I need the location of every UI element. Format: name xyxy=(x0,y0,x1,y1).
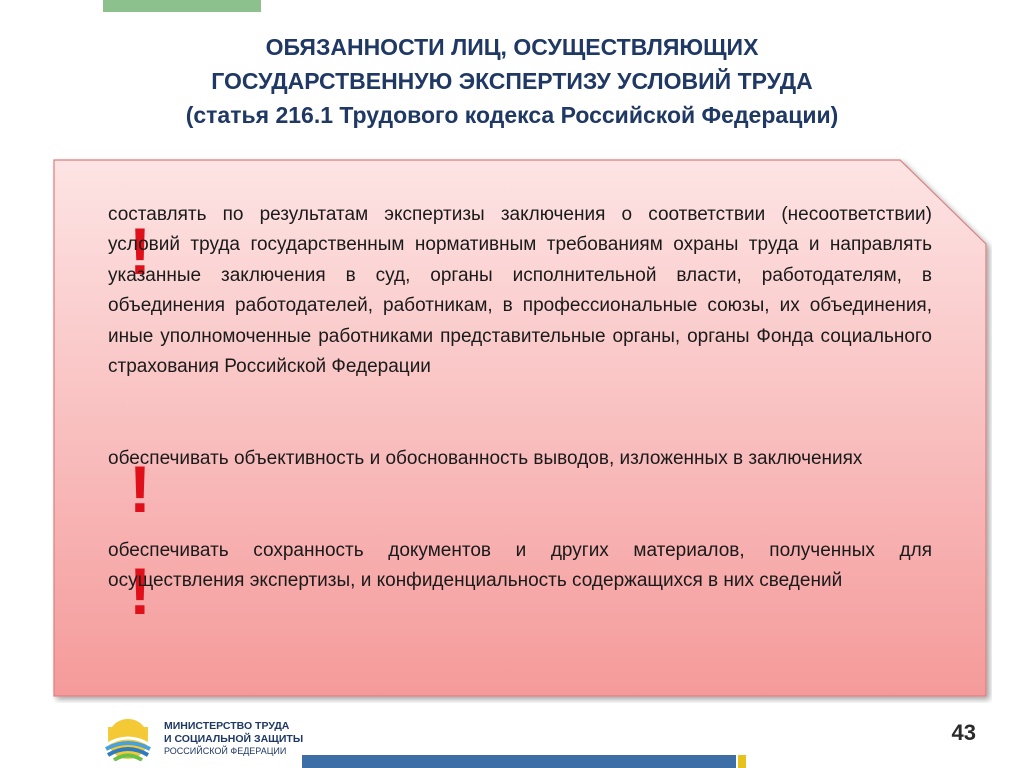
ministry-logo-icon xyxy=(104,715,152,761)
duty-item-3: обеспечивать сохранность документов и других материалов, полученных для осуществления экспертизы, и конфиденциальность содержащихся в них сведений xyxy=(108,540,932,592)
exclamation-icon: ! xyxy=(129,554,151,628)
duty-item-2: обеспечивать объективность и обоснованность выводов, изложенных в заключениях xyxy=(108,448,863,469)
bottom-bar xyxy=(302,755,736,768)
ministry-line-2: И СОЦИАЛЬНОЙ ЗАЩИТЫ xyxy=(164,732,304,745)
page-number: 43 xyxy=(951,720,976,745)
title-line-1: ОБЯЗАННОСТИ ЛИЦ, ОСУЩЕСТВЛЯЮЩИХ xyxy=(265,34,759,60)
exclamation-icon: ! xyxy=(129,214,151,288)
ministry-name xyxy=(164,720,303,758)
duty-item-1: составлять по результатам экспертизы заключения о соответствии (несоответствии) условий труда государственным нормативным требованиям охраны труда и направлять указанные заключения в суд, органы исполнительной власти, работодателям, в объединения работодателей, работникам, в профессиональные союзы, их объединения, иные уполномоченные работниками представительные органы, органы Фонда социального страхования Российской Федерации xyxy=(108,204,932,378)
top-accent-bar xyxy=(103,0,261,12)
page-title xyxy=(60,30,964,132)
ministry-line-1: МИНИСТЕРСТВО ТРУДА xyxy=(164,720,290,732)
ministry-line-3: РОССИЙСКОЙ ФЕДЕРАЦИИ xyxy=(164,746,287,756)
title-line-2: ГОСУДАРСТВЕННУЮ ЭКСПЕРТИЗУ УСЛОВИЙ ТРУДА xyxy=(211,68,813,94)
bottom-accent-bar xyxy=(738,755,746,768)
title-line-3: (статья 216.1 Трудового кодекса Российской Федерации) xyxy=(185,102,839,128)
exclamation-icon: ! xyxy=(129,452,151,526)
duties-card xyxy=(52,158,992,703)
